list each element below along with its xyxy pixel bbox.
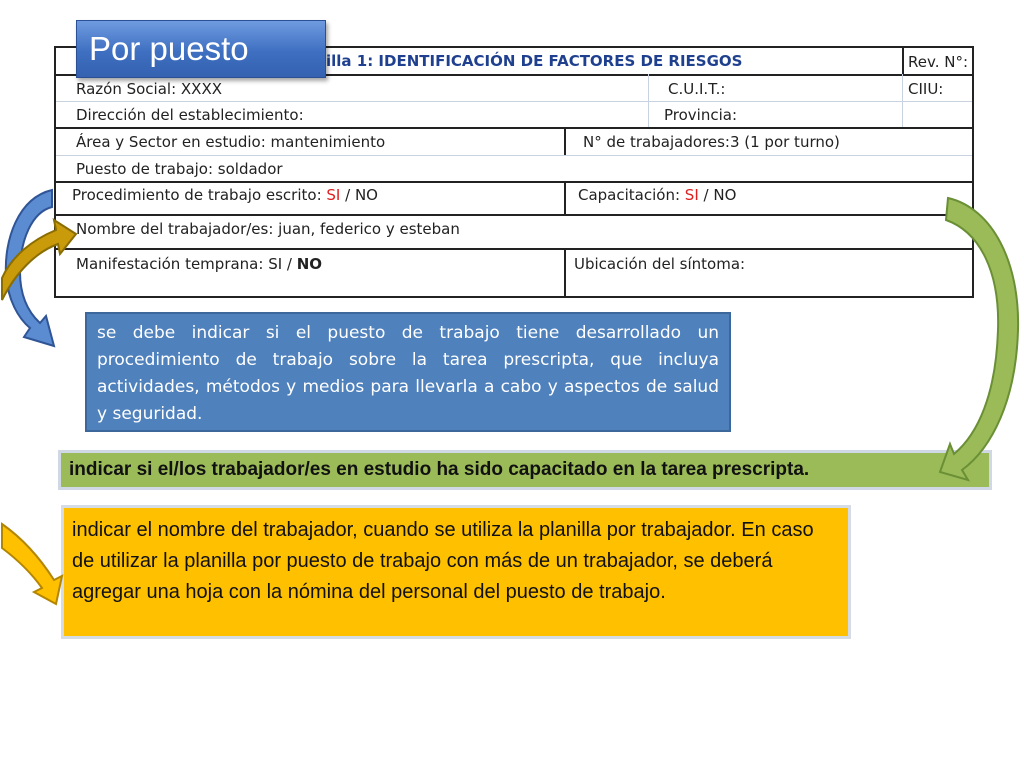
procedimiento-label: Procedimiento de trabajo escrito: — [72, 186, 327, 204]
ubicacion-sintoma-label: Ubicación del síntoma: — [574, 255, 746, 273]
option-separator: / — [698, 186, 714, 204]
yellow-curved-arrow-icon — [2, 524, 62, 604]
rev-label: Rev. N°: — [908, 53, 968, 71]
razon-social-field: Razón Social: XXXX — [76, 80, 223, 98]
option-no: NO — [354, 186, 378, 204]
capacitacion-note: indicar si el/los trabajador/es en estudio ha sido capacitado en la tarea prescripta. — [58, 450, 992, 490]
option-si: SI — [326, 186, 341, 204]
green-curved-arrow-icon — [940, 198, 1018, 480]
form-title: illa 1: IDENTIFICACIÓN DE FACTORES DE RIESGOS — [326, 52, 743, 70]
manifestacion-label: Manifestación temprana: — [76, 255, 269, 273]
area-sector-field: Área y Sector en estudio: mantenimiento — [76, 133, 386, 151]
nombre-note: indicar el nombre del trabajador, cuando se utiliza la planilla por trabajador. En caso de utilizar la planilla por puesto de trabajo con más de un trabajador, se deberá agregar una hoja con la nómina del personal del puesto de trabajo. — [61, 505, 851, 639]
provincia-label: Provincia: — [664, 106, 738, 124]
procedimiento-note: se debe indicar si el puesto de trabajo tiene desarrollado un procedimiento de trabajo sobre la tarea prescripta, que incluya actividades, métodos y medios para llevarla a cabo y aspectos de salud y seguridad. — [85, 312, 731, 432]
capacitacion-label: Capacitación: — [578, 186, 685, 204]
puesto-trabajo-field: Puesto de trabajo: soldador — [76, 160, 283, 178]
ciiu-label: CIIU: — [908, 80, 944, 98]
por-puesto-badge: Por puesto — [76, 20, 326, 78]
nombre-trabajador-field: Nombre del trabajador/es: juan, federico y esteban — [76, 220, 460, 238]
direccion-label: Dirección del establecimiento: — [76, 106, 304, 124]
option-no: NO — [713, 186, 737, 204]
num-trabajadores-field: N° de trabajadores:3 (1 por turno) — [583, 133, 840, 151]
option-separator: / — [282, 255, 297, 273]
manifestacion-si: SI — [268, 255, 283, 273]
option-separator: / — [340, 186, 355, 204]
cuit-label: C.U.I.T.: — [668, 80, 726, 98]
option-si: SI — [684, 186, 699, 204]
manifestacion-no: NO — [296, 255, 323, 273]
